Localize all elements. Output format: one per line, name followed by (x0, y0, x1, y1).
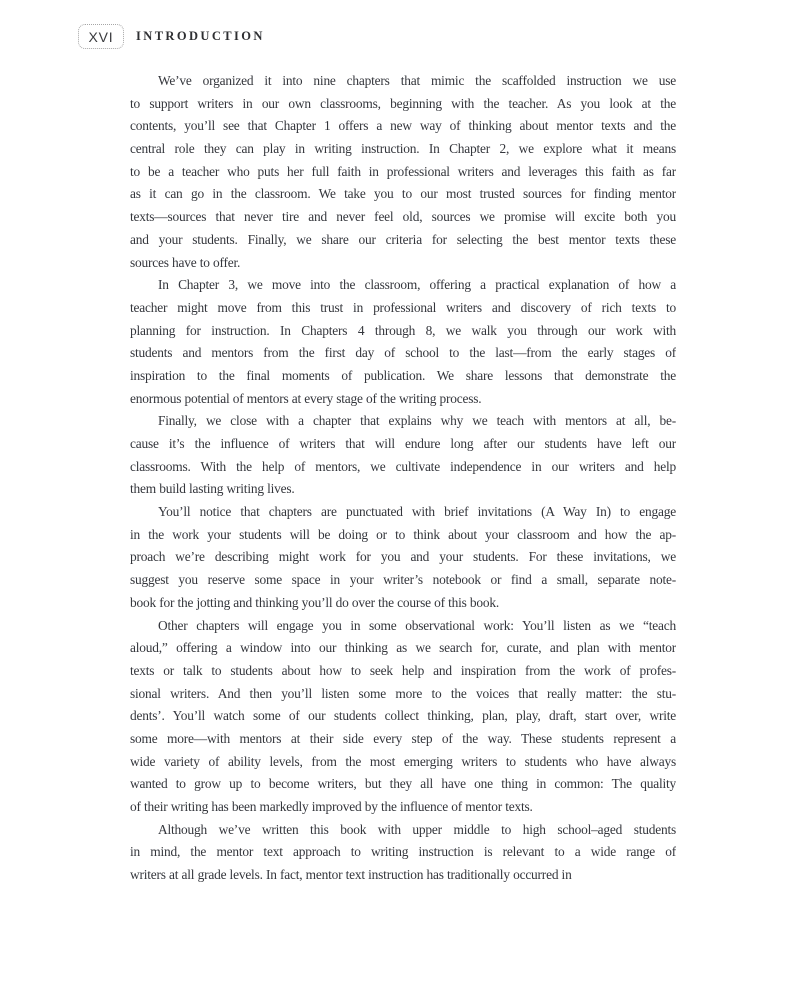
text-line: suggest you reserve some space in your writer’s notebook or find a small, separate note- (130, 572, 676, 588)
text-line: wide variety of ability levels, from the most emerging writers to students who have always (130, 753, 676, 769)
text-line: texts—sources that never tire and never feel old, sources we promise will excite both you (130, 209, 676, 225)
paragraph (130, 501, 676, 614)
text-line: aloud,” offering a window into our thinking as we search for, curate, and plan with mentor (130, 640, 676, 656)
text-line: sources have to offer. (130, 254, 241, 270)
text-line: classrooms. With the help of mentors, we cultivate independence in our writers and help (130, 458, 676, 474)
page-header (78, 24, 265, 49)
text-line: Other chapters will engage you in some observational work: You’ll listen as we “teach (158, 617, 676, 633)
text-line: dents’. You’ll watch some of our students collect thinking, plan, play, draft, start over, write (130, 708, 676, 724)
paragraph (130, 70, 676, 274)
text-line: contents, you’ll see that Chapter 1 offers a new way of thinking about mentor texts and the (130, 118, 676, 134)
text-line: texts or talk to students about how to seek help and inspiration from the work of profes- (130, 662, 676, 678)
text-line: central role they can play in writing instruction. In Chapter 2, we explore what it means (130, 141, 676, 157)
text-line: You’ll notice that chapters are punctuated with brief invitations (A Way In) to engage (158, 504, 676, 520)
text-line: some more—with mentors at their side every step of the way. These students represent a (130, 730, 676, 746)
text-line: We’ve organized it into nine chapters that mimic the scaffolded instruction we use (158, 73, 676, 88)
text-line: them build lasting writing lives. (130, 481, 295, 497)
text-line: enormous potential of mentors at every stage of the writing process. (130, 390, 482, 406)
text-line: proach we’re describing might work for you and your students. For these invitations, we (130, 549, 676, 565)
text-line: wanted to grow up to become writers, but they all have one thing in common: The quality (130, 776, 676, 792)
paragraph (130, 410, 676, 501)
text-line: to be a teacher who puts her full faith in professional writers and leverages this faith as far (130, 163, 676, 179)
text-line: in mind, the mentor text approach to writing instruction is relevant to a wide range of (130, 844, 676, 860)
text-line: sional writers. And then you’ll listen some more to the voices that really matter: the stu- (130, 685, 676, 701)
paragraph (130, 819, 676, 887)
text-line: Although we’ve written this book with upper middle to high school–aged students (158, 821, 676, 837)
text-line: writers at all grade levels. In fact, mentor text instruction has traditionally occurred in (130, 867, 572, 883)
text-line: and your students. Finally, we share our criteria for selecting the best mentor texts these (130, 231, 676, 247)
paragraph (130, 274, 676, 410)
section-title: INTRODUCTION (136, 29, 265, 43)
text-line: book for the jotting and thinking you’ll do over the course of this book. (130, 594, 500, 610)
text-line: Finally, we close with a chapter that explains why we teach with mentors at all, be- (158, 413, 676, 429)
text-line: teacher might move from this trust in professional writers and discovery of rich texts to (130, 299, 676, 315)
text-line: In Chapter 3, we move into the classroom, offering a practical explanation of how a (158, 277, 676, 293)
text-line: to support writers in our own classrooms, beginning with the teacher. As you look at the (130, 95, 676, 111)
text-line: planning for instruction. In Chapters 4 through 8, we walk you through our work with (130, 322, 676, 338)
text-line: of their writing has been markedly improved by the influence of mentor texts. (130, 799, 533, 814)
page-number-badge: XVI (78, 24, 124, 49)
text-line: inspiration to the final moments of publication. We share lessons that demonstrate the (130, 367, 676, 383)
paragraph (130, 615, 676, 819)
text-line: cause it’s the influence of writers that will endure long after our students have left our (130, 436, 676, 451)
text-line: in the work your students will be doing or to think about your classroom and how the ap- (130, 526, 676, 542)
text-line: students and mentors from the first day of school to the last—from the early stages of (130, 345, 676, 361)
body-text (130, 70, 676, 887)
text-line: as it can go in the classroom. We take you to our most trusted sources for finding mentor (130, 186, 676, 202)
